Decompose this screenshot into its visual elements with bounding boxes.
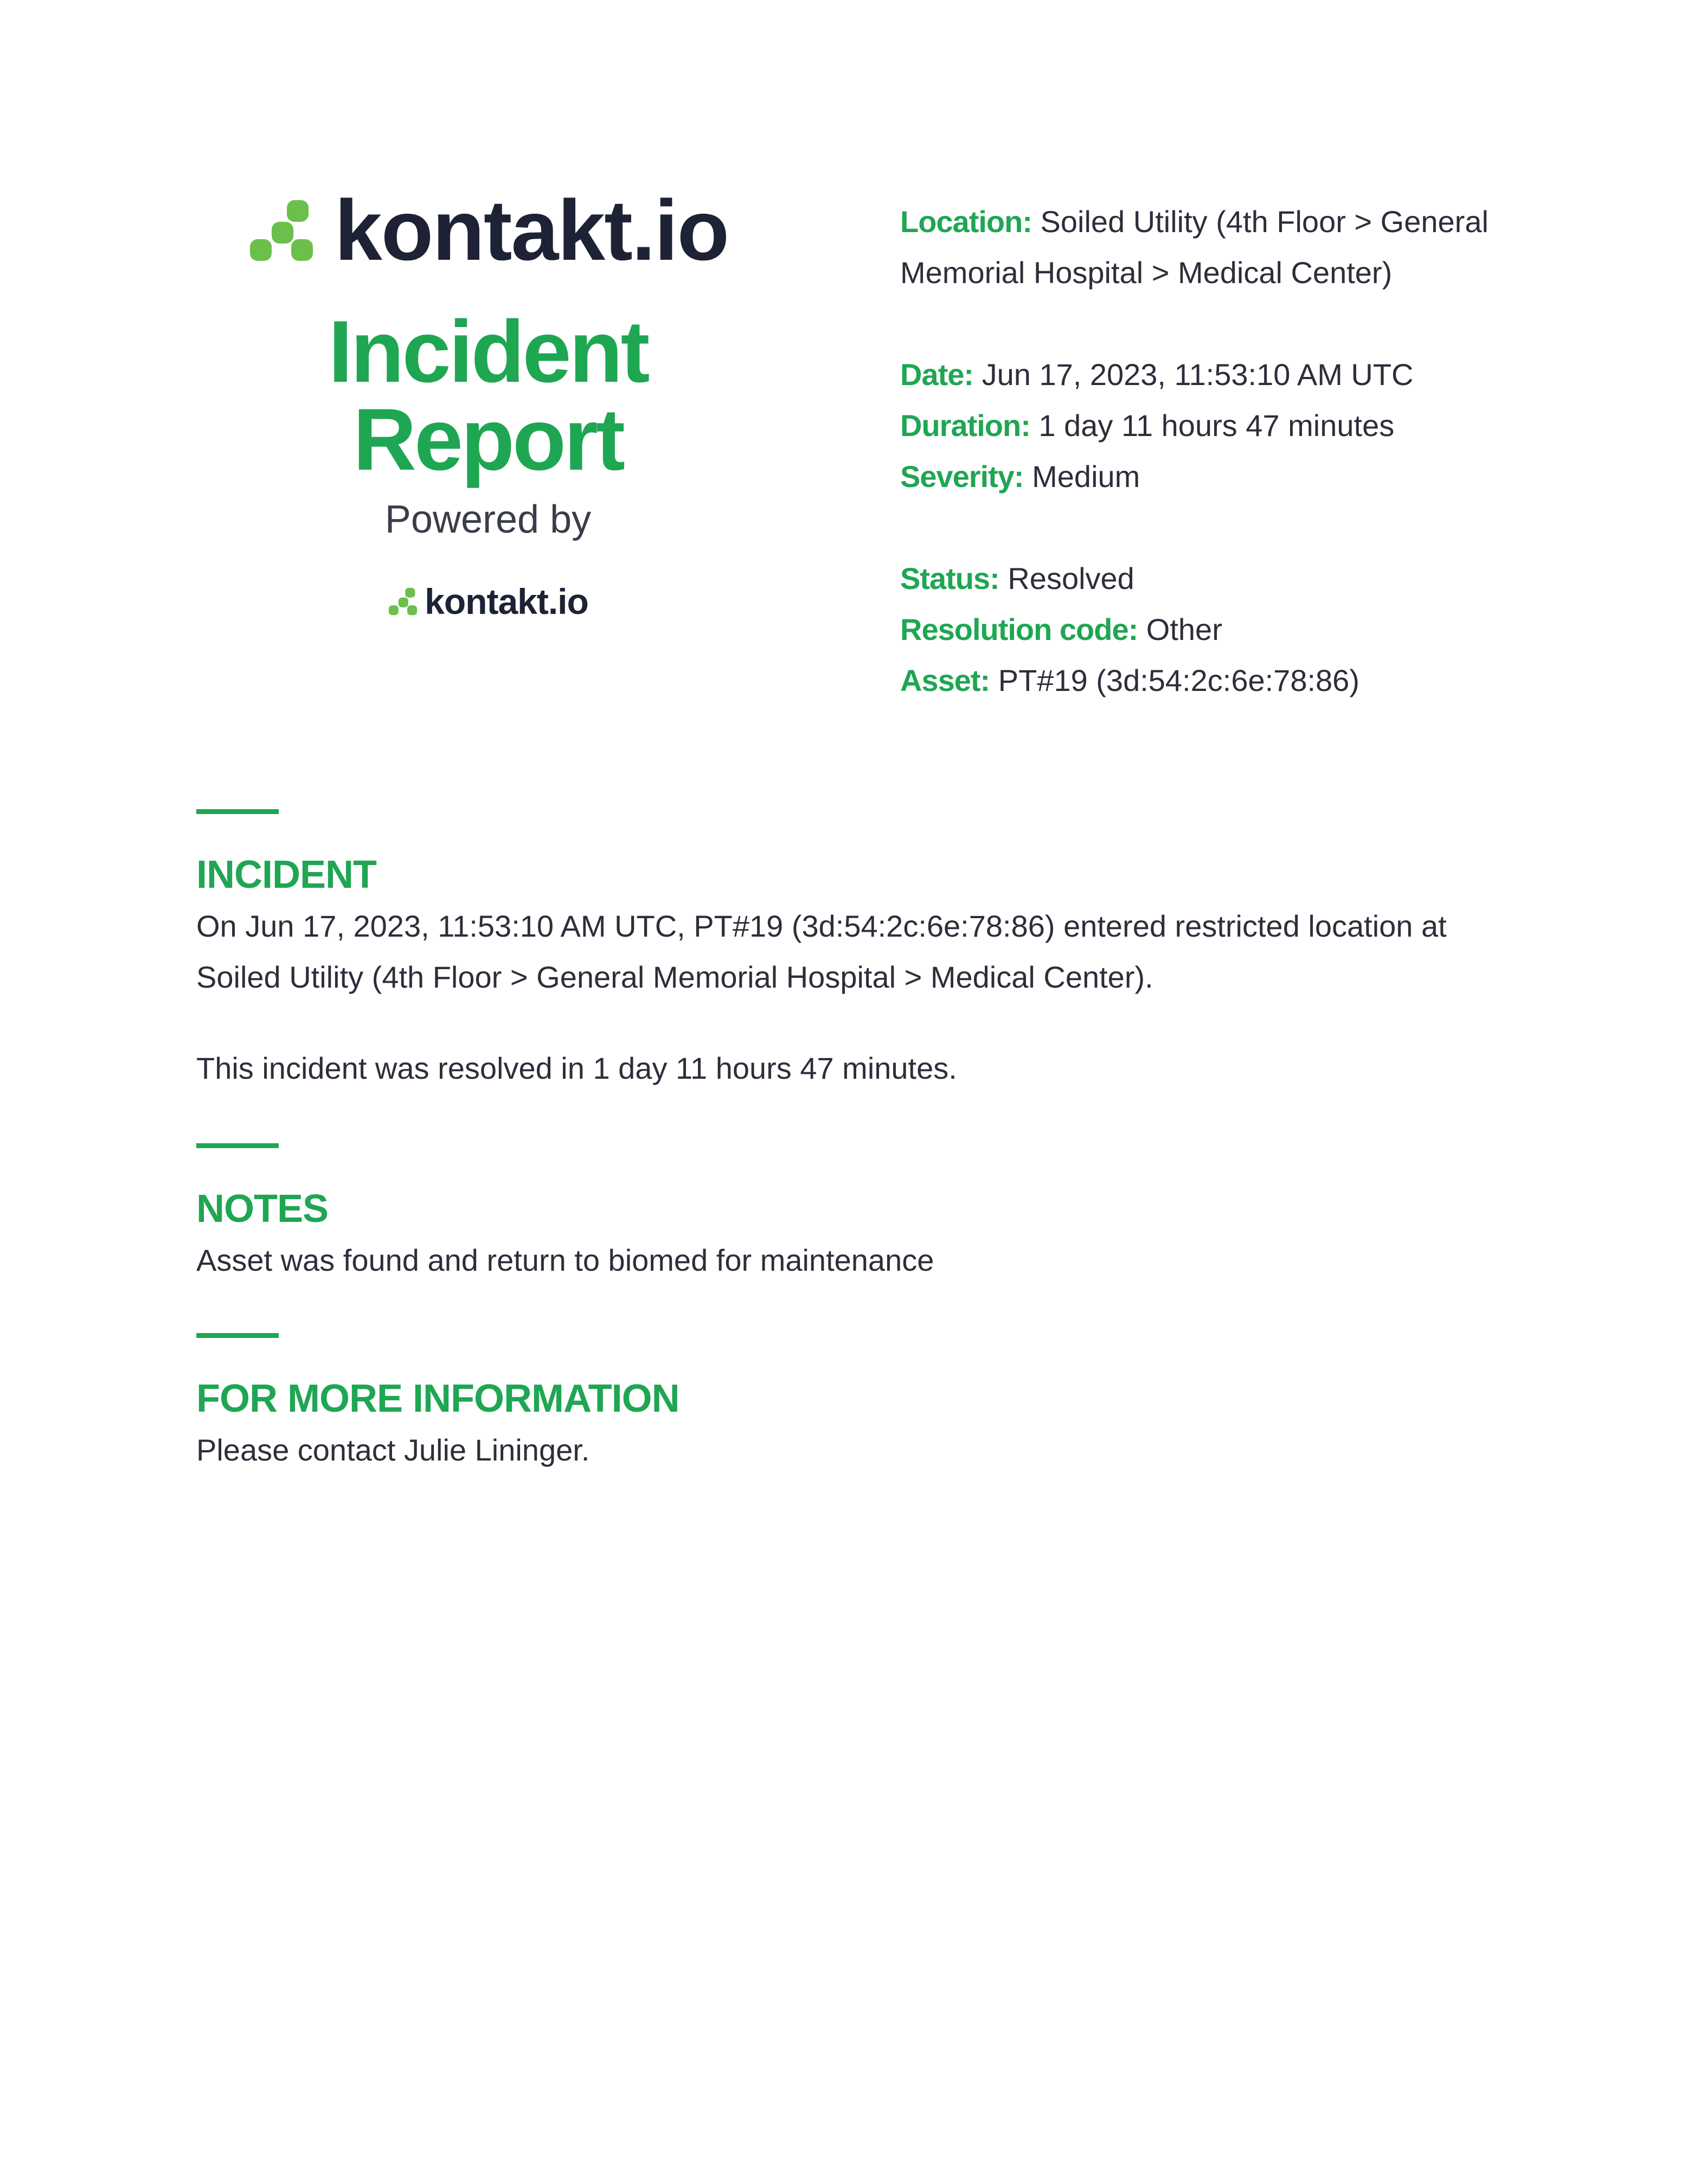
detail-status	[900, 553, 1508, 604]
detail-location-value: Soiled Utility (4th Floor > General Memorial Hospital > Medical Center)	[900, 204, 1489, 290]
detail-resolution-code-label: Resolution code:	[900, 612, 1138, 646]
detail-severity-label: Severity:	[900, 459, 1024, 494]
detail-resolution-code	[900, 604, 1508, 655]
detail-asset-value: PT#19 (3d:54:2c:6e:78:86)	[998, 663, 1359, 697]
kontakt-logo	[195, 184, 781, 277]
section-divider	[196, 809, 279, 814]
detail-date-label: Date:	[900, 357, 974, 392]
detail-resolution-code-value: Other	[1146, 612, 1222, 646]
detail-spacer	[900, 298, 1508, 349]
kontakt-logo-small	[195, 582, 781, 620]
detail-duration-value: 1 day 11 hours 47 minutes	[1038, 408, 1395, 443]
detail-severity	[900, 451, 1508, 502]
detail-severity-value: Medium	[1032, 459, 1140, 494]
logo-wordmark: kontakt.io	[334, 183, 729, 278]
kontakt-logo-mark-small-icon	[388, 587, 417, 616]
detail-duration	[900, 400, 1508, 451]
page-title: Incident Report	[328, 303, 648, 489]
detail-location	[900, 196, 1508, 298]
more-info-body	[196, 1425, 1498, 1476]
incident-resolution-summary: This incident was resolved in 1 day 11 hours 47 minutes.	[196, 1051, 957, 1085]
detail-status-label: Status:	[900, 561, 999, 595]
notes-heading: NOTES	[196, 1187, 329, 1231]
kontakt-logo-mark-icon	[248, 198, 313, 263]
powered-by-label: Powered by	[384, 498, 592, 541]
detail-asset-label: Asset:	[900, 663, 990, 697]
incident-section	[196, 809, 1498, 1094]
incident-description: On Jun 17, 2023, 11:53:10 AM UTC, PT#19 (3d:54:2c:6e:78:86) entered restricted location at Soiled Utility (4th Floor > General Memorial Hospital > Medical Center).	[196, 909, 1447, 994]
detail-spacer	[900, 502, 1508, 553]
detail-location-label: Location:	[900, 204, 1032, 239]
brand-header	[195, 184, 781, 620]
more-info-heading: FOR MORE INFORMATION	[196, 1377, 679, 1420]
detail-duration-label: Duration:	[900, 408, 1030, 443]
section-divider	[196, 1333, 279, 1338]
detail-asset	[900, 655, 1508, 706]
detail-date-value: Jun 17, 2023, 11:53:10 AM UTC	[982, 357, 1414, 392]
incident-heading: INCIDENT	[196, 853, 376, 896]
section-divider	[196, 1143, 279, 1148]
notes-section	[196, 1143, 1498, 1286]
detail-date	[900, 349, 1508, 400]
detail-status-value: Resolved	[1008, 561, 1134, 595]
incident-details	[900, 196, 1508, 706]
incident-body	[196, 901, 1498, 1094]
more-info-text: Please contact Julie Lininger.	[196, 1433, 590, 1467]
more-info-section	[196, 1333, 1498, 1476]
notes-text: Asset was found and return to biomed for maintenance	[196, 1243, 934, 1277]
notes-body	[196, 1235, 1498, 1286]
logo-small-wordmark: kontakt.io	[425, 581, 588, 622]
